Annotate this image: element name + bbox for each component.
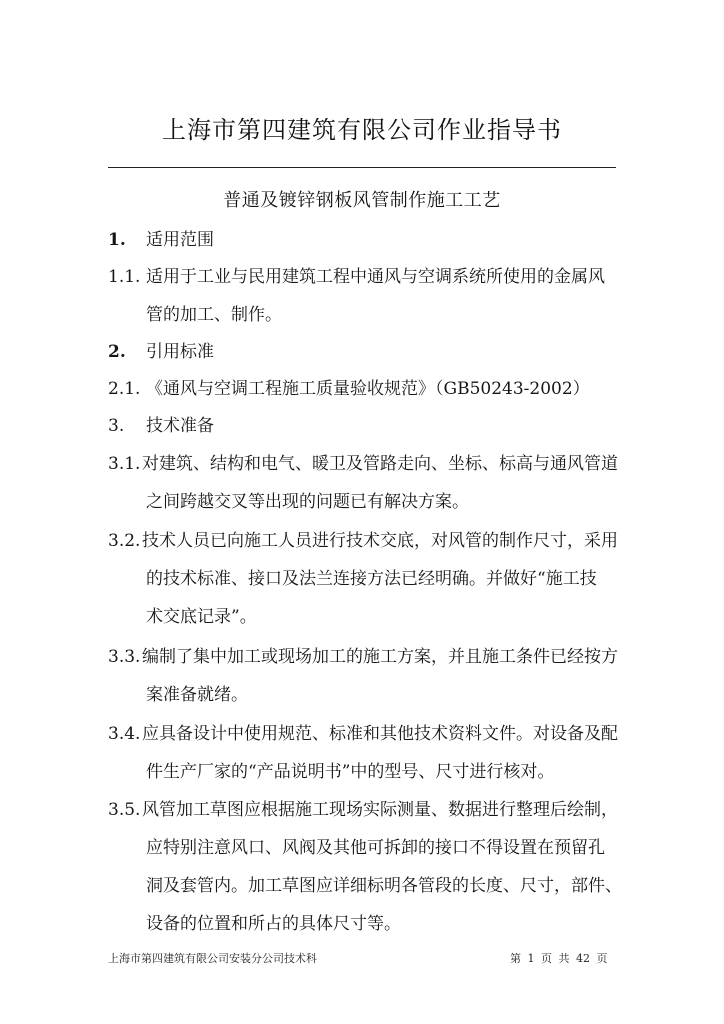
continuation-text: 管的加工、制作。 xyxy=(146,305,282,325)
section-text: 风管加工草图应根据施工现场实际测量、数据进行整理后绘制， xyxy=(142,800,618,820)
section-text: 《通风与空调工程施工质量验收规范》（GB50243-2002） xyxy=(146,379,590,399)
section-number: 2.1. xyxy=(108,379,141,399)
section-text: 引用标准 xyxy=(146,342,214,362)
section-text: 技术准备 xyxy=(146,416,214,436)
continuation-text: 洞及套管内。加工草图应详细标明各管段的长度、尺寸，部件、 xyxy=(146,876,622,896)
section-text: 对建筑、结构和电气、暖卫及管路走向、坐标、标高与通风管道 xyxy=(142,454,618,474)
continuation-text: 之间跨越交叉等出现的问题已有解决方案。 xyxy=(146,492,469,512)
section-number: 3.4. xyxy=(108,724,141,744)
document-title: 上海市第四建筑有限公司作业指导书 xyxy=(162,116,562,144)
continuation-text: 设备的位置和所占的具体尺寸等。 xyxy=(146,914,401,934)
section-number: 3. xyxy=(108,416,125,436)
section-text: 技术人员已向施工人员进行技术交底，对风管的制作尺寸，采用 xyxy=(142,531,618,551)
continuation-text: 应特别注意风口、风阀及其他可拆卸的接口不得设置在预留孔 xyxy=(146,838,605,858)
continuation-text: 案准备就绪。 xyxy=(146,685,248,705)
document-subtitle: 普通及镀锌钢板风管制作施工工艺 xyxy=(223,190,501,211)
section-number: 3.2. xyxy=(108,531,141,551)
section-text: 适用范围 xyxy=(146,230,214,250)
continuation-text: 术交底记录”。 xyxy=(146,607,257,627)
section-number: 3.3. xyxy=(108,647,141,667)
section-number: 3.1. xyxy=(108,454,141,474)
section-number: 3.5. xyxy=(108,800,141,820)
continuation-text: 件生产厂家的“产品说明书”中的型号、尺寸进行核对。 xyxy=(146,762,555,782)
title-divider xyxy=(108,167,616,168)
section-number: 2. xyxy=(108,342,126,362)
continuation-text: 的技术标准、接口及法兰连接方法已经明确。并做好“施工技 xyxy=(146,569,597,589)
section-number: 1.1. xyxy=(108,267,141,287)
section-number: 1. xyxy=(108,230,126,250)
footer-page-number: 第 1 页 共 42 页 xyxy=(510,952,608,965)
footer-company: 上海市第四建筑有限公司安装分公司技术科 xyxy=(108,952,317,965)
section-text: 编制了集中加工或现场加工的施工方案，并且施工条件已经按方 xyxy=(142,647,618,667)
section-text: 应具备设计中使用规范、标准和其他技术资料文件。对设备及配 xyxy=(142,724,618,744)
section-text: 适用于工业与民用建筑工程中通风与空调系统所使用的金属风 xyxy=(146,267,605,287)
